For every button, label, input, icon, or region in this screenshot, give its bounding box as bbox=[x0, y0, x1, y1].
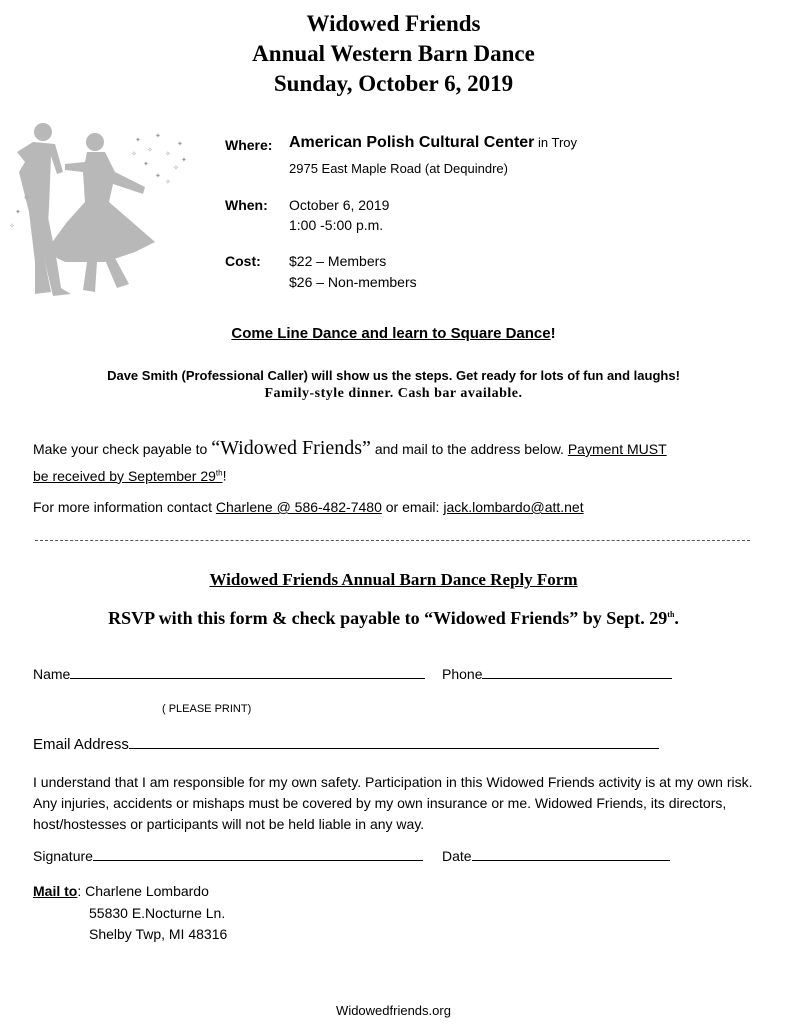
svg-text:✦: ✦ bbox=[143, 160, 149, 168]
payment-deadline-sup: th bbox=[215, 468, 223, 477]
where-label: Where: bbox=[225, 137, 273, 153]
caller-text: Dave Smith (Professional Caller) will show us the steps. Get ready for lots of fun and laughs! bbox=[107, 368, 680, 383]
svg-text:✦: ✦ bbox=[181, 156, 187, 164]
promo-headline-text: Come Line Dance and learn to Square Dance bbox=[231, 325, 551, 342]
name-row bbox=[33, 666, 425, 682]
payment-text-2: and mail to the address below. bbox=[370, 441, 568, 457]
promo-headline-end: ! bbox=[550, 325, 556, 342]
venue-line bbox=[289, 134, 577, 152]
svg-text:✦: ✦ bbox=[15, 208, 21, 216]
signature-label: Signature bbox=[33, 848, 93, 864]
date-field[interactable] bbox=[472, 848, 670, 861]
rsvp-end: . bbox=[674, 608, 679, 628]
name-label: Name bbox=[33, 666, 71, 682]
svg-text:✦: ✦ bbox=[177, 140, 183, 148]
email-row bbox=[33, 736, 659, 753]
venue-city: in Troy bbox=[534, 135, 578, 150]
dinner-text: Family-style dinner. Cash bar available. bbox=[264, 386, 523, 401]
when-label: When: bbox=[225, 197, 268, 213]
dancing-couple-illustration bbox=[5, 112, 190, 302]
cost-members: $22 – Members bbox=[289, 253, 387, 269]
email-field[interactable] bbox=[129, 736, 659, 749]
mail-to-name: Charlene Lombardo bbox=[85, 883, 209, 899]
signature-row bbox=[33, 848, 423, 864]
svg-text:✧: ✧ bbox=[165, 150, 171, 158]
phone-field[interactable] bbox=[482, 666, 672, 679]
svg-text:✧: ✧ bbox=[23, 194, 29, 202]
title-line-1: Widowed Friends bbox=[306, 11, 481, 36]
title-line-2: Annual Western Barn Dance bbox=[252, 41, 535, 66]
payment-text-1: Make your check payable to bbox=[33, 441, 212, 457]
payment-payee: “Widowed Friends” bbox=[211, 437, 371, 459]
svg-text:✦: ✦ bbox=[155, 172, 161, 180]
phone-label: Phone bbox=[442, 666, 483, 682]
name-field[interactable] bbox=[70, 666, 425, 679]
payment-deadline-a: Payment MUST bbox=[567, 441, 667, 457]
rsvp-sup: th bbox=[667, 610, 675, 619]
cost-label: Cost: bbox=[225, 253, 261, 269]
event-date: October 6, 2019 bbox=[289, 197, 390, 213]
date-row bbox=[442, 848, 670, 864]
promo-headline bbox=[0, 325, 787, 342]
please-print-note: ( PLEASE PRINT) bbox=[162, 703, 252, 715]
event-time: 1:00 -5:00 p.m. bbox=[289, 217, 384, 233]
email-label: Email Address bbox=[33, 736, 129, 753]
rsvp-line bbox=[0, 608, 787, 629]
contact-text-1: For more information contact bbox=[33, 499, 216, 515]
svg-text:✦: ✦ bbox=[155, 132, 161, 140]
mail-to-street: 55830 E.Nocturne Ln. bbox=[89, 905, 226, 921]
contact-email-link[interactable]: jack.lombardo@att.net bbox=[443, 499, 584, 515]
payment-paragraph bbox=[33, 436, 753, 488]
svg-text:✧: ✧ bbox=[165, 178, 171, 186]
reply-form-title: Widowed Friends Annual Barn Dance Reply Form bbox=[209, 570, 578, 589]
mail-to-city: Shelby Twp, MI 48316 bbox=[89, 926, 228, 942]
signature-field[interactable] bbox=[93, 848, 423, 861]
waiver-text: I understand that I am responsible for my own safety. Participation in this Widowed Friends activity is at my own risk. Any injuries, accidents or mishaps must be covered by my own insurance or me. Widowed Friends, its directors, host/hostesses or participants will not be held liable in any way. bbox=[33, 774, 753, 832]
phone-row bbox=[442, 666, 672, 682]
date-label: Date bbox=[442, 848, 472, 864]
mail-to-line bbox=[33, 883, 209, 899]
contact-line bbox=[33, 499, 584, 515]
cost-nonmembers: $26 – Non-members bbox=[289, 274, 417, 290]
mail-to-colon: : bbox=[77, 883, 82, 899]
cut-line-divider bbox=[35, 540, 750, 541]
footer-website[interactable]: Widowedfriends.org bbox=[336, 1003, 451, 1018]
title-line-3: Sunday, October 6, 2019 bbox=[273, 71, 514, 96]
venue-name: American Polish Cultural Center bbox=[289, 134, 535, 151]
venue-address: 2975 East Maple Road (at Dequindre) bbox=[289, 161, 508, 176]
contact-phone-link[interactable]: Charlene @ 586-482-7480 bbox=[215, 499, 382, 515]
contact-text-2: or email: bbox=[381, 499, 444, 515]
payment-deadline bbox=[33, 468, 223, 484]
mail-to-label: Mail to bbox=[33, 883, 78, 899]
rsvp-text: RSVP with this form & check payable to “Widowed Friends” by Sept. 29 bbox=[108, 608, 668, 628]
svg-text:✦: ✦ bbox=[135, 136, 141, 144]
svg-text:✧: ✧ bbox=[173, 164, 179, 172]
svg-text:✧: ✧ bbox=[9, 222, 15, 230]
svg-text:✧: ✧ bbox=[131, 150, 137, 158]
payment-deadline-end: ! bbox=[222, 467, 227, 484]
payment-deadline-b: be received by September 29 bbox=[33, 467, 216, 484]
svg-text:✧: ✧ bbox=[147, 146, 153, 154]
